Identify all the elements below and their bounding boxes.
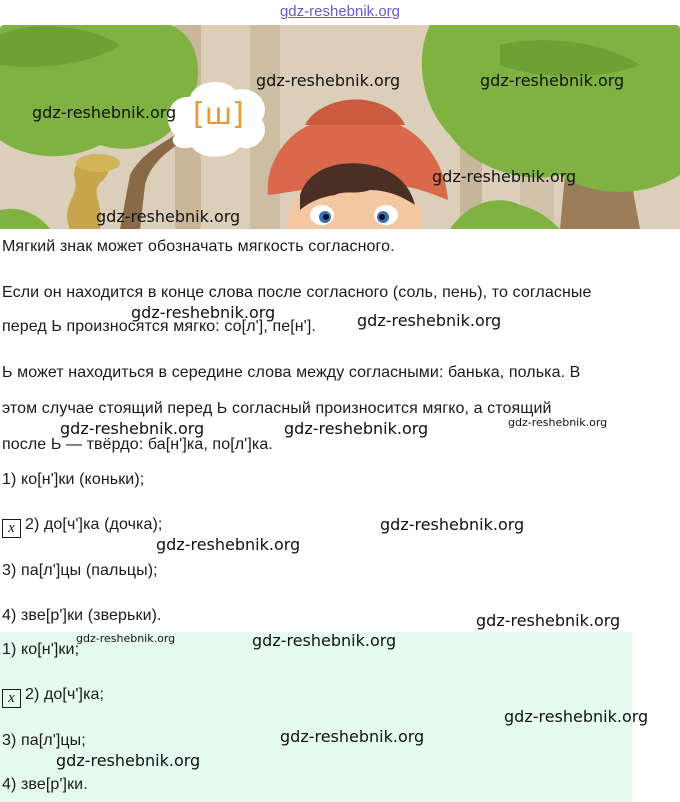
- theory-line-2: Если он находится в конце слова после согласного (соль, пень), то согласные: [2, 284, 592, 301]
- site-header-link[interactable]: gdz-reshebnik.org: [279, 3, 401, 20]
- answer-3: 3) па[л']цы;: [2, 732, 86, 749]
- watermark: gdz-reshebnik.org: [56, 751, 201, 770]
- answer-2: [2, 684, 104, 708]
- theory-line-6: после Ь — твёрдо: ба[н']ка, по[л']ка.: [2, 436, 273, 453]
- watermark: gdz-reshebnik.org: [60, 419, 205, 438]
- watermark: gdz-reshebnik.org: [131, 303, 276, 322]
- watermark: gdz-reshebnik.org: [508, 416, 608, 429]
- answer-1: 1) ко[н']ки;: [2, 641, 80, 658]
- watermark: gdz-reshebnik.org: [32, 103, 177, 122]
- option-2: [2, 514, 162, 538]
- watermark: gdz-reshebnik.org: [280, 727, 425, 746]
- option-4: 4) зве[р']ки (зверьки).: [2, 607, 162, 624]
- watermark: gdz-reshebnik.org: [357, 311, 502, 330]
- watermark: gdz-reshebnik.org: [252, 631, 397, 650]
- watermark: gdz-reshebnik.org: [504, 707, 649, 726]
- answer-2-checkbox[interactable]: x: [2, 689, 21, 708]
- option-2-checkbox[interactable]: x: [2, 519, 21, 538]
- watermark: gdz-reshebnik.org: [476, 611, 621, 630]
- illustration-banner: [0, 25, 680, 229]
- answer-2-label: 2) до[ч']ка;: [25, 686, 105, 703]
- watermark: gdz-reshebnik.org: [284, 419, 429, 438]
- theory-line-5: этом случае стоящий перед Ь согласный произносится мягко, а стоящий: [2, 400, 552, 417]
- option-3: 3) па[л']цы (пальцы);: [2, 562, 158, 579]
- option-2-label: 2) до[ч']ка (дочка);: [25, 516, 163, 533]
- speech-bubble-letter: [ш]: [193, 97, 244, 132]
- watermark: gdz-reshebnik.org: [156, 535, 301, 554]
- option-1: 1) ко[н']ки (коньки);: [2, 471, 145, 488]
- forest-illustration: [0, 25, 680, 229]
- watermark: gdz-reshebnik.org: [380, 515, 525, 534]
- theory-line-1: Мягкий знак может обозначать мягкость согласного.: [2, 238, 395, 255]
- theory-line-3: перед Ь произносятся мягко: со[л'], пе[н'].: [2, 318, 316, 335]
- watermark: gdz-reshebnik.org: [432, 167, 577, 186]
- theory-line-4: Ь может находиться в середине слова между согласными: банька, полька. В: [2, 364, 581, 381]
- watermark: gdz-reshebnik.org: [256, 71, 401, 90]
- answer-4: 4) зве[р']ки.: [2, 776, 88, 793]
- watermark: gdz-reshebnik.org: [480, 71, 625, 90]
- watermark: gdz-reshebnik.org: [96, 207, 241, 226]
- watermark: gdz-reshebnik.org: [76, 632, 176, 645]
